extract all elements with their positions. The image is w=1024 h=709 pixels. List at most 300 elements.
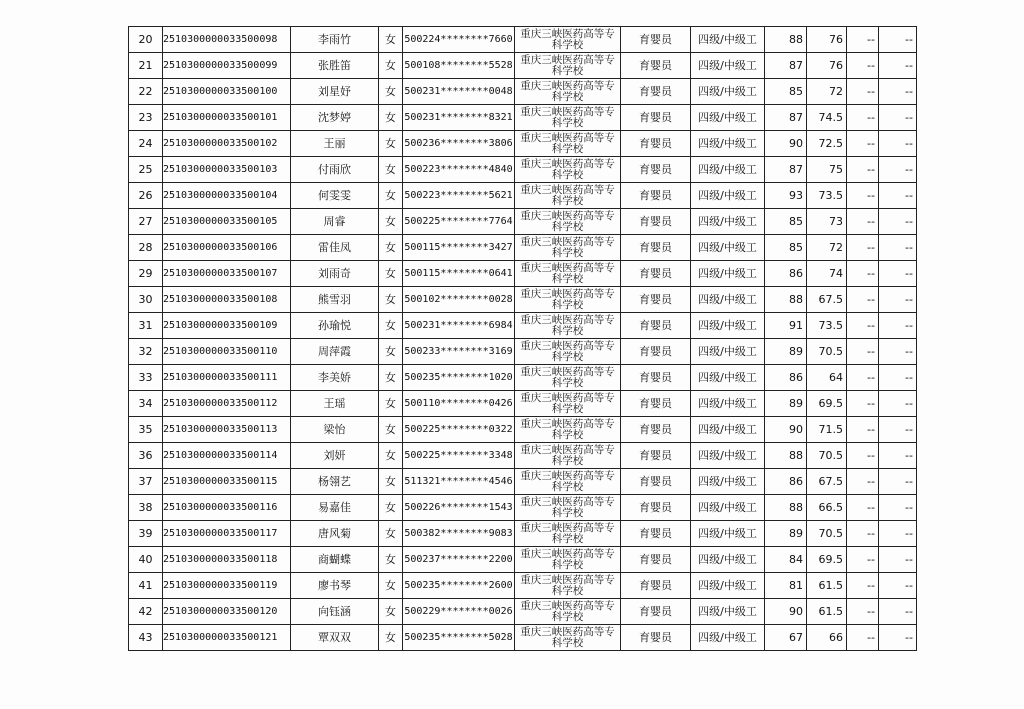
theory-score-cell: 67 — [765, 625, 807, 651]
school-name-line-2: 科学校 — [551, 402, 584, 415]
row-number-cell: 20 — [129, 27, 163, 53]
gender-cell: 女 — [379, 443, 403, 469]
skill-level-cell: 四级/中级工 — [691, 183, 765, 209]
skill-score-cell: 74 — [807, 261, 847, 287]
row-number-cell: 40 — [129, 547, 163, 573]
school-name-line-2: 科学校 — [551, 142, 584, 155]
id-card-number-cell: 500235********1020 — [403, 365, 515, 391]
extra-score-1-cell: -- — [847, 521, 879, 547]
theory-score-cell: 90 — [765, 417, 807, 443]
occupation-cell: 育婴员 — [621, 521, 691, 547]
school-name-cell — [515, 625, 621, 651]
certificate-number-cell: 2510300000033500100 — [163, 79, 291, 105]
id-card-number-cell: 500237********2200 — [403, 547, 515, 573]
extra-score-2-cell: -- — [879, 261, 917, 287]
gender-cell: 女 — [379, 417, 403, 443]
certificate-number-cell: 2510300000033500108 — [163, 287, 291, 313]
occupation-cell: 育婴员 — [621, 443, 691, 469]
school-name-line-2: 科学校 — [551, 584, 584, 597]
school-name-line-2: 科学校 — [551, 220, 584, 233]
school-name-line-1: 重庆三峡医药高等专 — [520, 157, 615, 170]
gender-cell: 女 — [379, 53, 403, 79]
school-name-line-1: 重庆三峡医药高等专 — [520, 105, 615, 118]
row-number-cell: 31 — [129, 313, 163, 339]
school-name-line-1: 重庆三峡医药高等专 — [520, 417, 615, 430]
skill-score-cell: 73.5 — [807, 313, 847, 339]
skill-level-cell: 四级/中级工 — [691, 131, 765, 157]
school-name-line-1: 重庆三峡医药高等专 — [520, 27, 615, 40]
school-name-line-2: 科学校 — [551, 324, 584, 337]
school-name-line-1: 重庆三峡医药高等专 — [520, 469, 615, 482]
theory-score-cell: 81 — [765, 573, 807, 599]
extra-score-2-cell: -- — [879, 105, 917, 131]
school-name-line-2: 科学校 — [551, 532, 584, 545]
school-name-line-2: 科学校 — [551, 90, 584, 103]
theory-score-cell: 87 — [765, 157, 807, 183]
table-row — [129, 53, 917, 79]
id-card-number-cell: 500115********0641 — [403, 261, 515, 287]
table-row — [129, 157, 917, 183]
school-name-cell — [515, 573, 621, 599]
skill-level-cell: 四级/中级工 — [691, 391, 765, 417]
school-name-line-1: 重庆三峡医药高等专 — [520, 53, 615, 66]
gender-cell: 女 — [379, 547, 403, 573]
extra-score-1-cell: -- — [847, 287, 879, 313]
skill-score-cell: 76 — [807, 27, 847, 53]
table-row — [129, 469, 917, 495]
person-name-cell: 刘星妤 — [291, 79, 379, 105]
table-row — [129, 547, 917, 573]
skill-score-cell: 72.5 — [807, 131, 847, 157]
extra-score-1-cell: -- — [847, 235, 879, 261]
extra-score-1-cell: -- — [847, 79, 879, 105]
table-row — [129, 417, 917, 443]
row-number-cell: 32 — [129, 339, 163, 365]
table-row — [129, 521, 917, 547]
theory-score-cell: 88 — [765, 287, 807, 313]
school-name-cell — [515, 495, 621, 521]
school-name-line-2: 科学校 — [551, 194, 584, 207]
school-name-line-1: 重庆三峡医药高等专 — [520, 183, 615, 196]
extra-score-1-cell: -- — [847, 547, 879, 573]
skill-score-cell: 72 — [807, 235, 847, 261]
gender-cell: 女 — [379, 391, 403, 417]
skill-score-cell: 76 — [807, 53, 847, 79]
extra-score-2-cell: -- — [879, 339, 917, 365]
row-number-cell: 43 — [129, 625, 163, 651]
id-card-number-cell: 500236********3806 — [403, 131, 515, 157]
school-name-line-2: 科学校 — [551, 610, 584, 623]
extra-score-1-cell: -- — [847, 391, 879, 417]
row-number-cell: 23 — [129, 105, 163, 131]
occupation-cell: 育婴员 — [621, 209, 691, 235]
id-card-number-cell: 500226********1543 — [403, 495, 515, 521]
skill-score-cell: 67.5 — [807, 287, 847, 313]
extra-score-1-cell: -- — [847, 27, 879, 53]
occupation-cell: 育婴员 — [621, 157, 691, 183]
gender-cell: 女 — [379, 261, 403, 287]
occupation-cell: 育婴员 — [621, 261, 691, 287]
extra-score-2-cell: -- — [879, 53, 917, 79]
table-row — [129, 287, 917, 313]
certificate-number-cell: 2510300000033500115 — [163, 469, 291, 495]
school-name-line-2: 科学校 — [551, 636, 584, 649]
school-name-line-2: 科学校 — [551, 428, 584, 441]
person-name-cell: 周萍霞 — [291, 339, 379, 365]
table-row — [129, 365, 917, 391]
certificate-number-cell: 2510300000033500098 — [163, 27, 291, 53]
school-name-line-2: 科学校 — [551, 64, 584, 77]
gender-cell: 女 — [379, 521, 403, 547]
certificate-number-cell: 2510300000033500103 — [163, 157, 291, 183]
school-name-line-1: 重庆三峡医药高等专 — [520, 495, 615, 508]
extra-score-2-cell: -- — [879, 157, 917, 183]
person-name-cell: 雷佳凤 — [291, 235, 379, 261]
table-row — [129, 183, 917, 209]
theory-score-cell: 90 — [765, 599, 807, 625]
theory-score-cell: 85 — [765, 79, 807, 105]
certificate-number-cell: 2510300000033500120 — [163, 599, 291, 625]
school-name-cell — [515, 261, 621, 287]
id-card-number-cell: 500225********3348 — [403, 443, 515, 469]
id-card-number-cell: 500102********0028 — [403, 287, 515, 313]
school-name-cell — [515, 183, 621, 209]
extra-score-1-cell: -- — [847, 573, 879, 599]
school-name-line-1: 重庆三峡医药高等专 — [520, 313, 615, 326]
extra-score-2-cell: -- — [879, 365, 917, 391]
gender-cell: 女 — [379, 131, 403, 157]
table-row — [129, 443, 917, 469]
gender-cell: 女 — [379, 365, 403, 391]
person-name-cell: 张胜笛 — [291, 53, 379, 79]
skill-level-cell: 四级/中级工 — [691, 287, 765, 313]
extra-score-1-cell: -- — [847, 183, 879, 209]
id-card-number-cell: 500223********5621 — [403, 183, 515, 209]
extra-score-2-cell: -- — [879, 495, 917, 521]
person-name-cell: 唐风菊 — [291, 521, 379, 547]
school-name-line-1: 重庆三峡医药高等专 — [520, 131, 615, 144]
id-card-number-cell: 500225********0322 — [403, 417, 515, 443]
school-name-cell — [515, 417, 621, 443]
skill-score-cell: 61.5 — [807, 599, 847, 625]
gender-cell: 女 — [379, 599, 403, 625]
person-name-cell: 向钰涵 — [291, 599, 379, 625]
table-row — [129, 391, 917, 417]
skill-level-cell: 四级/中级工 — [691, 235, 765, 261]
skill-score-cell: 69.5 — [807, 547, 847, 573]
certificate-number-cell: 2510300000033500099 — [163, 53, 291, 79]
id-card-number-cell: 500110********0426 — [403, 391, 515, 417]
skill-level-cell: 四级/中级工 — [691, 365, 765, 391]
skill-level-cell: 四级/中级工 — [691, 53, 765, 79]
school-name-line-2: 科学校 — [551, 376, 584, 389]
gender-cell: 女 — [379, 79, 403, 105]
skill-level-cell: 四级/中级工 — [691, 417, 765, 443]
certificate-number-cell: 2510300000033500104 — [163, 183, 291, 209]
school-name-line-2: 科学校 — [551, 350, 584, 363]
theory-score-cell: 85 — [765, 209, 807, 235]
gender-cell: 女 — [379, 625, 403, 651]
id-card-number-cell: 500229********0026 — [403, 599, 515, 625]
id-card-number-cell: 500231********8321 — [403, 105, 515, 131]
occupation-cell: 育婴员 — [621, 183, 691, 209]
extra-score-1-cell: -- — [847, 625, 879, 651]
id-card-number-cell: 500231********6984 — [403, 313, 515, 339]
row-number-cell: 41 — [129, 573, 163, 599]
theory-score-cell: 89 — [765, 391, 807, 417]
theory-score-cell: 86 — [765, 469, 807, 495]
certificate-number-cell: 2510300000033500112 — [163, 391, 291, 417]
person-name-cell: 付雨欣 — [291, 157, 379, 183]
table-row — [129, 131, 917, 157]
gender-cell: 女 — [379, 495, 403, 521]
person-name-cell: 李雨竹 — [291, 27, 379, 53]
gender-cell: 女 — [379, 209, 403, 235]
certificate-number-cell: 2510300000033500117 — [163, 521, 291, 547]
school-name-line-2: 科学校 — [551, 246, 584, 259]
extra-score-2-cell: -- — [879, 313, 917, 339]
skill-score-cell: 72 — [807, 79, 847, 105]
id-card-number-cell: 500235********2600 — [403, 573, 515, 599]
skill-level-cell: 四级/中级工 — [691, 209, 765, 235]
school-name-line-1: 重庆三峡医药高等专 — [520, 625, 615, 638]
school-name-cell — [515, 131, 621, 157]
certificate-number-cell: 2510300000033500107 — [163, 261, 291, 287]
occupation-cell: 育婴员 — [621, 469, 691, 495]
table-row — [129, 599, 917, 625]
certificate-number-cell: 2510300000033500113 — [163, 417, 291, 443]
table-row — [129, 573, 917, 599]
occupation-cell: 育婴员 — [621, 53, 691, 79]
row-number-cell: 22 — [129, 79, 163, 105]
certificate-number-cell: 2510300000033500101 — [163, 105, 291, 131]
skill-level-cell: 四级/中级工 — [691, 547, 765, 573]
school-name-line-1: 重庆三峡医药高等专 — [520, 573, 615, 586]
skill-level-cell: 四级/中级工 — [691, 157, 765, 183]
extra-score-1-cell: -- — [847, 443, 879, 469]
table-row — [129, 105, 917, 131]
skill-level-cell: 四级/中级工 — [691, 495, 765, 521]
school-name-line-2: 科学校 — [551, 558, 584, 571]
gender-cell: 女 — [379, 469, 403, 495]
extra-score-2-cell: -- — [879, 547, 917, 573]
row-number-cell: 35 — [129, 417, 163, 443]
extra-score-2-cell: -- — [879, 27, 917, 53]
school-name-line-1: 重庆三峡医药高等专 — [520, 443, 615, 456]
skill-score-cell: 73 — [807, 209, 847, 235]
school-name-cell — [515, 235, 621, 261]
school-name-cell — [515, 391, 621, 417]
row-number-cell: 36 — [129, 443, 163, 469]
person-name-cell: 王瑶 — [291, 391, 379, 417]
school-name-cell — [515, 547, 621, 573]
school-name-cell — [515, 157, 621, 183]
skill-score-cell: 70.5 — [807, 521, 847, 547]
occupation-cell: 育婴员 — [621, 105, 691, 131]
certificate-number-cell: 2510300000033500121 — [163, 625, 291, 651]
school-name-line-2: 科学校 — [551, 38, 584, 51]
occupation-cell: 育婴员 — [621, 287, 691, 313]
theory-score-cell: 85 — [765, 235, 807, 261]
row-number-cell: 39 — [129, 521, 163, 547]
id-card-number-cell: 500223********4840 — [403, 157, 515, 183]
school-name-cell — [515, 79, 621, 105]
person-name-cell: 孙瑜悦 — [291, 313, 379, 339]
id-card-number-cell: 500233********3169 — [403, 339, 515, 365]
extra-score-1-cell: -- — [847, 339, 879, 365]
row-number-cell: 21 — [129, 53, 163, 79]
theory-score-cell: 88 — [765, 27, 807, 53]
certificate-number-cell: 2510300000033500109 — [163, 313, 291, 339]
school-name-cell — [515, 209, 621, 235]
skill-score-cell: 64 — [807, 365, 847, 391]
row-number-cell: 26 — [129, 183, 163, 209]
school-name-line-1: 重庆三峡医药高等专 — [520, 339, 615, 352]
theory-score-cell: 89 — [765, 339, 807, 365]
skill-score-cell: 61.5 — [807, 573, 847, 599]
school-name-cell — [515, 365, 621, 391]
results-table — [128, 26, 917, 651]
theory-score-cell: 84 — [765, 547, 807, 573]
id-card-number-cell: 500235********5028 — [403, 625, 515, 651]
skill-level-cell: 四级/中级工 — [691, 469, 765, 495]
person-name-cell: 周睿 — [291, 209, 379, 235]
extra-score-2-cell: -- — [879, 521, 917, 547]
row-number-cell: 28 — [129, 235, 163, 261]
school-name-line-1: 重庆三峡医药高等专 — [520, 547, 615, 560]
certificate-number-cell: 2510300000033500114 — [163, 443, 291, 469]
certificate-number-cell: 2510300000033500116 — [163, 495, 291, 521]
certificate-number-cell: 2510300000033500111 — [163, 365, 291, 391]
skill-score-cell: 71.5 — [807, 417, 847, 443]
extra-score-1-cell: -- — [847, 313, 879, 339]
skill-level-cell: 四级/中级工 — [691, 27, 765, 53]
extra-score-1-cell: -- — [847, 131, 879, 157]
extra-score-2-cell: -- — [879, 417, 917, 443]
extra-score-2-cell: -- — [879, 573, 917, 599]
skill-score-cell: 67.5 — [807, 469, 847, 495]
school-name-cell — [515, 339, 621, 365]
skill-score-cell: 73.5 — [807, 183, 847, 209]
table-row — [129, 339, 917, 365]
theory-score-cell: 86 — [765, 365, 807, 391]
school-name-line-1: 重庆三峡医药高等专 — [520, 287, 615, 300]
occupation-cell: 育婴员 — [621, 339, 691, 365]
person-name-cell: 沈梦婷 — [291, 105, 379, 131]
person-name-cell: 梁怡 — [291, 417, 379, 443]
school-name-cell — [515, 313, 621, 339]
row-number-cell: 30 — [129, 287, 163, 313]
theory-score-cell: 88 — [765, 495, 807, 521]
row-number-cell: 33 — [129, 365, 163, 391]
person-name-cell: 熊雪羽 — [291, 287, 379, 313]
occupation-cell: 育婴员 — [621, 391, 691, 417]
person-name-cell: 何雯雯 — [291, 183, 379, 209]
school-name-line-2: 科学校 — [551, 480, 584, 493]
table-row — [129, 209, 917, 235]
extra-score-2-cell: -- — [879, 469, 917, 495]
extra-score-2-cell: -- — [879, 235, 917, 261]
occupation-cell: 育婴员 — [621, 573, 691, 599]
id-card-number-cell: 511321********4546 — [403, 469, 515, 495]
extra-score-2-cell: -- — [879, 183, 917, 209]
theory-score-cell: 93 — [765, 183, 807, 209]
certificate-number-cell: 2510300000033500119 — [163, 573, 291, 599]
skill-level-cell: 四级/中级工 — [691, 443, 765, 469]
gender-cell: 女 — [379, 157, 403, 183]
occupation-cell: 育婴员 — [621, 495, 691, 521]
skill-level-cell: 四级/中级工 — [691, 105, 765, 131]
row-number-cell: 24 — [129, 131, 163, 157]
table-body — [129, 27, 917, 651]
skill-level-cell: 四级/中级工 — [691, 625, 765, 651]
extra-score-1-cell: -- — [847, 495, 879, 521]
school-name-cell — [515, 599, 621, 625]
school-name-line-2: 科学校 — [551, 298, 584, 311]
school-name-line-1: 重庆三峡医药高等专 — [520, 209, 615, 222]
extra-score-2-cell: -- — [879, 391, 917, 417]
school-name-line-2: 科学校 — [551, 116, 584, 129]
school-name-line-1: 重庆三峡医药高等专 — [520, 599, 615, 612]
extra-score-1-cell: -- — [847, 417, 879, 443]
skill-level-cell: 四级/中级工 — [691, 521, 765, 547]
skill-score-cell: 69.5 — [807, 391, 847, 417]
extra-score-1-cell: -- — [847, 599, 879, 625]
extra-score-2-cell: -- — [879, 625, 917, 651]
person-name-cell: 李美娇 — [291, 365, 379, 391]
school-name-cell — [515, 469, 621, 495]
skill-level-cell: 四级/中级工 — [691, 573, 765, 599]
extra-score-2-cell: -- — [879, 287, 917, 313]
occupation-cell: 育婴员 — [621, 599, 691, 625]
id-card-number-cell: 500382********9083 — [403, 521, 515, 547]
skill-score-cell: 75 — [807, 157, 847, 183]
theory-score-cell: 86 — [765, 261, 807, 287]
table-row — [129, 235, 917, 261]
id-card-number-cell: 500225********7764 — [403, 209, 515, 235]
occupation-cell: 育婴员 — [621, 313, 691, 339]
theory-score-cell: 88 — [765, 443, 807, 469]
school-name-cell — [515, 287, 621, 313]
gender-cell: 女 — [379, 573, 403, 599]
school-name-line-2: 科学校 — [551, 454, 584, 467]
certificate-number-cell: 2510300000033500102 — [163, 131, 291, 157]
occupation-cell: 育婴员 — [621, 131, 691, 157]
gender-cell: 女 — [379, 27, 403, 53]
table-row — [129, 261, 917, 287]
gender-cell: 女 — [379, 313, 403, 339]
gender-cell: 女 — [379, 287, 403, 313]
extra-score-1-cell: -- — [847, 157, 879, 183]
table-row — [129, 625, 917, 651]
school-name-line-1: 重庆三峡医药高等专 — [520, 235, 615, 248]
theory-score-cell: 87 — [765, 53, 807, 79]
extra-score-1-cell: -- — [847, 261, 879, 287]
gender-cell: 女 — [379, 235, 403, 261]
person-name-cell: 王丽 — [291, 131, 379, 157]
skill-level-cell: 四级/中级工 — [691, 599, 765, 625]
gender-cell: 女 — [379, 105, 403, 131]
school-name-line-1: 重庆三峡医药高等专 — [520, 365, 615, 378]
extra-score-2-cell: -- — [879, 79, 917, 105]
occupation-cell: 育婴员 — [621, 365, 691, 391]
certificate-number-cell: 2510300000033500110 — [163, 339, 291, 365]
row-number-cell: 25 — [129, 157, 163, 183]
theory-score-cell: 89 — [765, 521, 807, 547]
occupation-cell: 育婴员 — [621, 27, 691, 53]
table-row — [129, 495, 917, 521]
extra-score-2-cell: -- — [879, 209, 917, 235]
